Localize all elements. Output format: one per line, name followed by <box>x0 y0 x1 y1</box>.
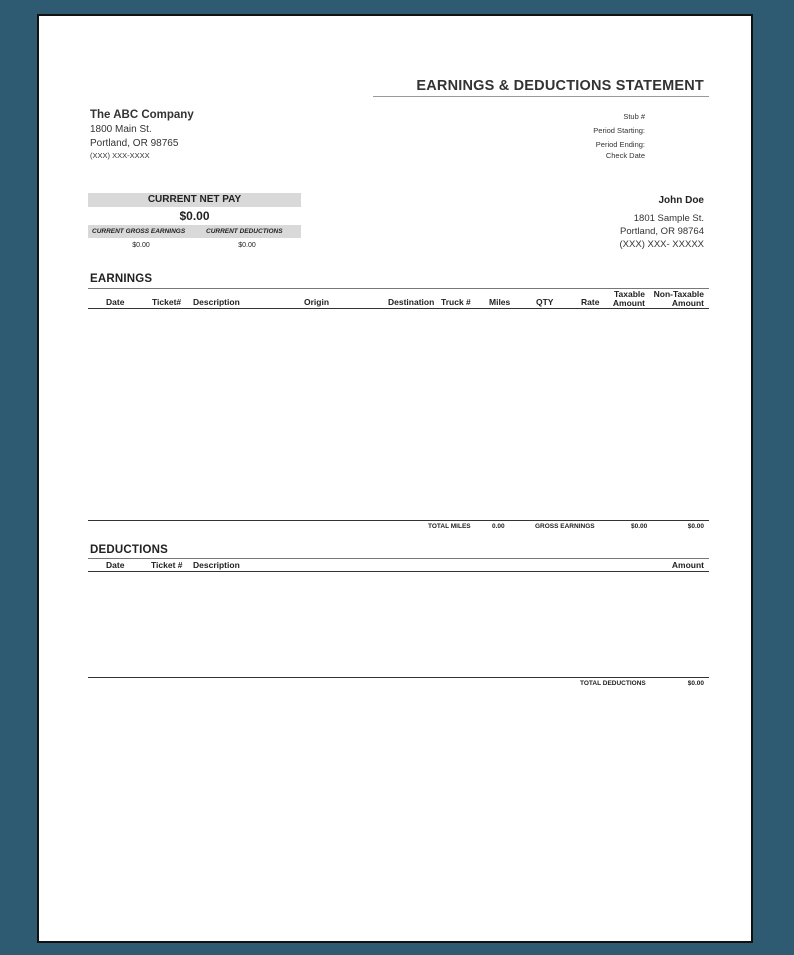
earnings-col-taxable-line2: Amount <box>612 298 645 308</box>
earnings-col-date: Date <box>106 297 125 307</box>
net-pay-label: CURRENT NET PAY <box>88 193 301 207</box>
period-ending-label: Period Ending: <box>595 140 645 149</box>
total-miles-value: 0.00 <box>492 523 505 530</box>
gross-earnings-value: $0.00 <box>132 242 150 249</box>
employee-phone: (XXX) XXX- XXXXX <box>619 239 704 250</box>
earnings-col-nontaxable-line2: Amount <box>671 298 704 308</box>
taxable-total-value: $0.00 <box>631 523 648 530</box>
net-pay-amount: $0.00 <box>179 209 210 223</box>
deductions-top-rule <box>88 558 709 559</box>
earnings-col-origin: Origin <box>304 297 330 307</box>
statement-page <box>37 14 753 943</box>
company-address-line1: 1800 Main St. <box>90 124 152 135</box>
stub-number-label: Stub # <box>623 112 645 121</box>
check-date-label: Check Date <box>605 151 645 160</box>
employee-address-line2: Portland, OR 98764 <box>620 226 704 237</box>
nontaxable-total-value: $0.00 <box>687 523 704 530</box>
earnings-col-description: Description <box>193 297 240 307</box>
gross-earnings-label: CURRENT GROSS EARNINGS <box>92 228 186 235</box>
deductions-col-description: Description <box>193 560 240 570</box>
deductions-bottom-rule <box>88 677 709 678</box>
earnings-header-rule <box>88 308 709 309</box>
total-deductions-label: TOTAL DEDUCTIONS <box>580 680 646 687</box>
earnings-col-qty: QTY <box>536 297 554 307</box>
earnings-col-taxable <box>613 290 645 308</box>
company-phone: (XXX) XXX-XXXX <box>90 151 150 160</box>
total-miles-label: TOTAL MILES <box>428 523 471 530</box>
earnings-col-ticket: Ticket# <box>152 297 182 307</box>
earnings-col-nontaxable <box>654 290 704 308</box>
employee-name: John Doe <box>658 195 704 206</box>
employee-address-line1: 1801 Sample St. <box>633 213 704 224</box>
title-divider <box>373 96 709 97</box>
company-address-line2: Portland, OR 98765 <box>90 138 179 149</box>
earnings-section-title: EARNINGS <box>90 273 153 285</box>
earnings-col-miles: Miles <box>489 297 511 307</box>
current-deductions-value: $0.00 <box>238 242 256 249</box>
current-deductions-label: CURRENT DEDUCTIONS <box>206 228 283 235</box>
earnings-bottom-rule <box>88 520 709 521</box>
total-deductions-value: $0.00 <box>687 680 704 687</box>
page-title: EARNINGS & DEDUCTIONS STATEMENT <box>416 78 704 94</box>
company-name: The ABC Company <box>90 109 194 121</box>
earnings-col-truck: Truck # <box>441 297 471 307</box>
deductions-header-rule <box>88 571 709 572</box>
deductions-col-amount: Amount <box>671 560 704 570</box>
earnings-col-destination: Destination <box>388 297 435 307</box>
earnings-col-taxable-line1: Taxable <box>613 289 645 299</box>
deductions-section-title: DEDUCTIONS <box>90 544 169 556</box>
period-starting-label: Period Starting: <box>593 126 645 135</box>
deductions-col-date: Date <box>106 560 125 570</box>
earnings-col-nontaxable-line1: Non-Taxable <box>653 289 704 299</box>
earnings-col-rate: Rate <box>581 297 600 307</box>
gross-earnings-total-label: GROSS EARNINGS <box>535 523 595 530</box>
deductions-col-ticket: Ticket # <box>151 560 183 570</box>
